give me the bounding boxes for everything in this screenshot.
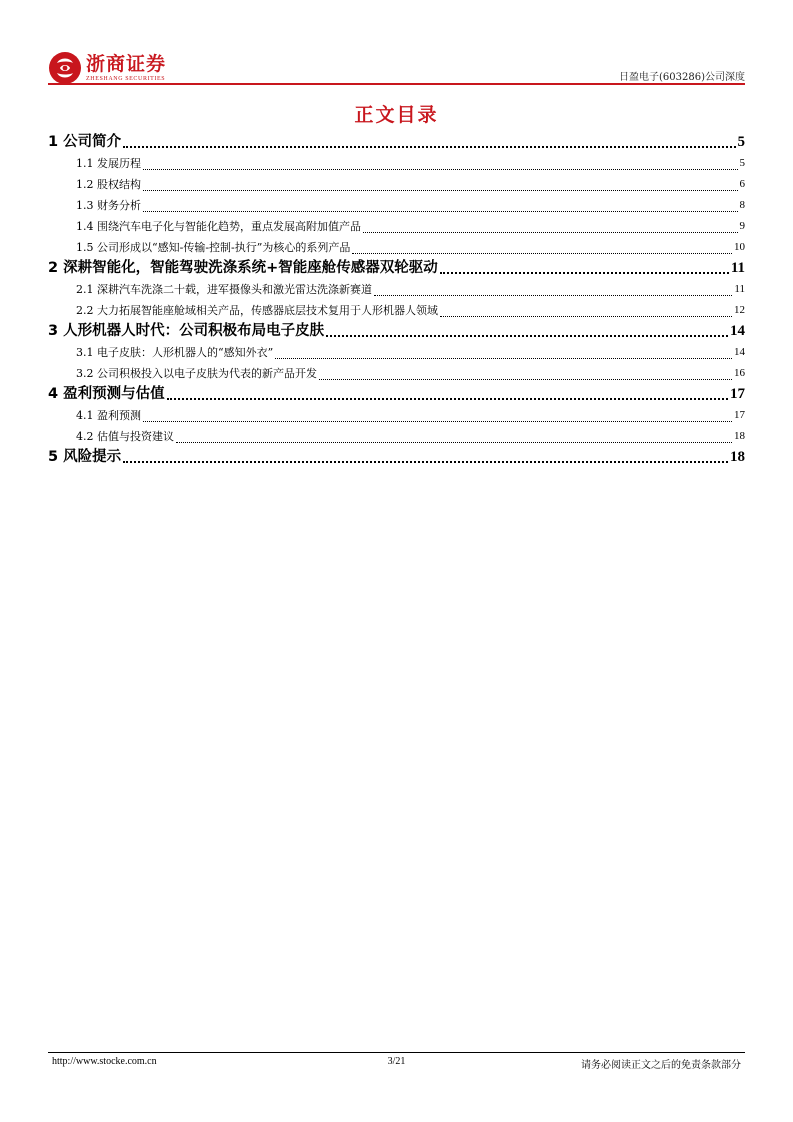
toc-dot-leader	[374, 294, 732, 296]
toc-entry-label: 2.1 深耕汽车洗涤二十载，进军摄像头和激光雷达洗涤新赛道	[76, 283, 372, 296]
toc-entry-page: 14	[734, 346, 745, 358]
toc-entry-page: 12	[734, 304, 745, 316]
toc-entry-page: 17	[734, 409, 745, 421]
toc-dot-leader	[123, 145, 735, 148]
toc-chapter-entry[interactable]	[48, 321, 745, 342]
toc-chapter-entry[interactable]	[48, 384, 745, 405]
toc-entry-label: 3 人形机器人时代：公司积极布局电子皮肤	[48, 323, 325, 339]
toc-entry-label: 5 风险提示	[48, 449, 122, 465]
toc-chapter-entry[interactable]	[48, 132, 745, 153]
toc-dot-leader	[440, 315, 732, 317]
toc-entry-label: 1.3 财务分析	[76, 199, 141, 212]
toc-section-entry[interactable]	[48, 279, 745, 300]
toc-entry-label: 1.4 围绕汽车电子化与智能化趋势，重点发展高附加值产品	[76, 220, 361, 233]
footer-disclaimer: 请务必阅读正文之后的免责条款部分	[581, 1060, 741, 1071]
zheshang-logo-icon	[48, 51, 82, 85]
toc-entry-page: 17	[730, 386, 745, 402]
footer-divider	[48, 1052, 745, 1053]
toc-dot-leader	[319, 378, 732, 380]
toc-entry-page: 11	[730, 260, 745, 276]
toc-entry-page: 11	[734, 283, 745, 295]
toc-section-entry[interactable]	[48, 174, 745, 195]
footer-website[interactable]: http://www.stocke.com.cn	[52, 1056, 157, 1067]
toc-section-entry[interactable]	[48, 237, 745, 258]
toc-entry-label: 1.1 发展历程	[76, 157, 141, 170]
toc-title: 正文目录	[354, 104, 439, 126]
toc-entry-page: 16	[734, 367, 745, 379]
report-title: 日盈电子(603286)公司深度	[619, 72, 745, 83]
toc-dot-leader	[363, 231, 738, 233]
table-of-contents	[48, 132, 745, 468]
toc-dot-leader	[143, 189, 738, 191]
toc-section-entry[interactable]	[48, 153, 745, 174]
toc-section-entry[interactable]	[48, 216, 745, 237]
toc-dot-leader	[326, 334, 728, 337]
header-divider	[48, 83, 745, 85]
toc-section-entry[interactable]	[48, 195, 745, 216]
toc-section-entry[interactable]	[48, 342, 745, 363]
toc-entry-label: 2 深耕智能化，智能驾驶洗涤系统+智能座舱传感器双轮驱动	[48, 260, 438, 276]
toc-dot-leader	[176, 441, 732, 443]
toc-section-entry[interactable]	[48, 363, 745, 384]
toc-entry-page: 5	[739, 157, 745, 169]
toc-section-entry[interactable]	[48, 300, 745, 321]
toc-entry-page: 6	[739, 178, 745, 190]
toc-entry-page: 8	[739, 199, 745, 211]
toc-entry-label: 1.2 股权结构	[76, 178, 141, 191]
toc-entry-label: 4 盈利预测与估值	[48, 386, 165, 402]
logo-chinese-name: 浙商证券	[86, 53, 167, 75]
toc-chapter-entry[interactable]	[48, 258, 745, 279]
toc-entry-label: 1 公司简介	[48, 134, 122, 150]
toc-section-entry[interactable]	[48, 405, 745, 426]
company-logo	[48, 48, 166, 88]
toc-dot-leader	[275, 357, 732, 359]
toc-entry-label: 2.2 大力拓展智能座舱域相关产品，传感器底层技术复用于人形机器人领域	[76, 304, 438, 317]
toc-entry-page: 18	[730, 449, 745, 465]
toc-entry-label: 4.2 估值与投资建议	[76, 430, 174, 443]
toc-dot-leader	[143, 420, 732, 422]
toc-dot-leader	[143, 168, 738, 170]
toc-dot-leader	[352, 252, 732, 254]
toc-chapter-entry[interactable]	[48, 447, 745, 468]
toc-section-entry[interactable]	[48, 426, 745, 447]
toc-entry-label: 1.5 公司形成以“感知-传输-控制-执行”为核心的系列产品	[76, 241, 351, 254]
toc-entry-label: 3.2 公司积极投入以电子皮肤为代表的新产品开发	[76, 367, 317, 380]
toc-dot-leader	[167, 397, 728, 400]
page-header	[48, 48, 745, 88]
toc-dot-leader	[143, 210, 738, 212]
toc-entry-page: 14	[730, 323, 745, 339]
toc-entry-page: 5	[737, 134, 745, 150]
toc-dot-leader	[440, 271, 729, 274]
toc-entry-page: 10	[734, 241, 745, 253]
toc-entry-label: 4.1 盈利预测	[76, 409, 141, 422]
footer-page-number: 3/21	[387, 1056, 406, 1067]
toc-entry-label: 3.1 电子皮肤：人形机器人的“感知外衣”	[76, 346, 274, 359]
toc-entry-page: 18	[734, 430, 745, 442]
logo-english-name: ZHESHANG SECURITIES	[86, 76, 166, 82]
toc-entry-page: 9	[739, 220, 745, 232]
toc-dot-leader	[123, 460, 728, 463]
